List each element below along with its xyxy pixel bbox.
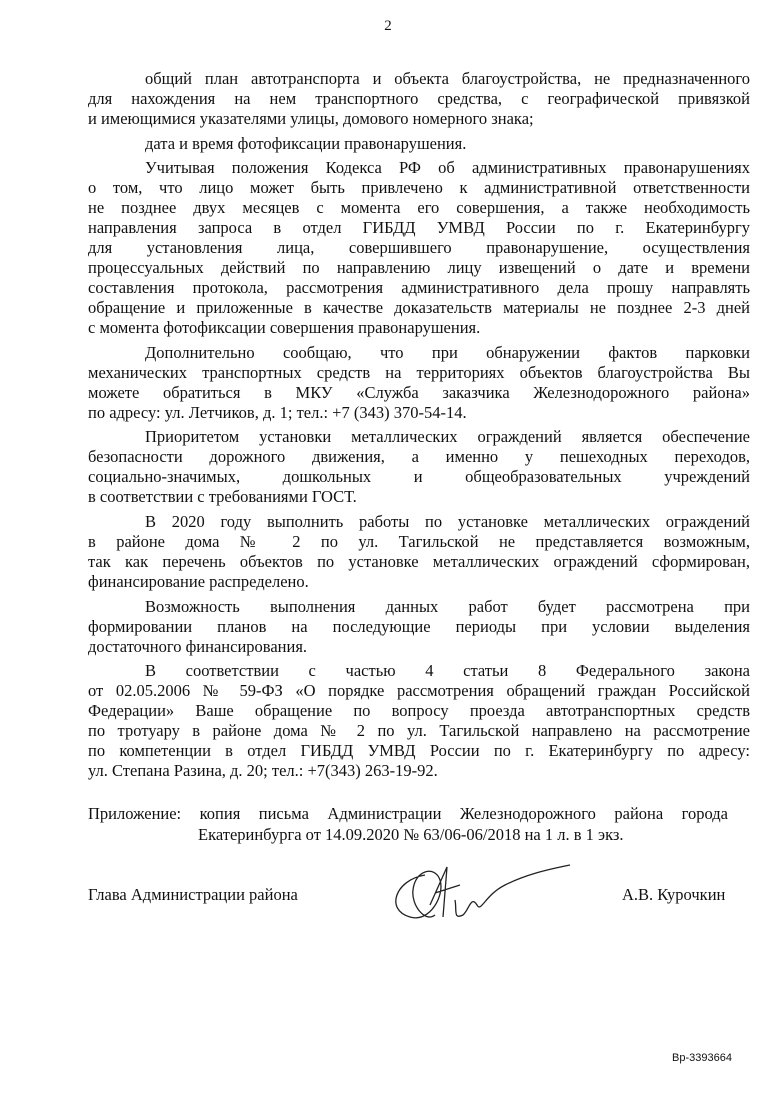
paragraph [88, 69, 750, 129]
attachment-note [88, 803, 748, 845]
text-line: по компетенции в отдел ГИБДД УМВД России по г. Екатеринбургу по адресу: [88, 741, 750, 761]
signatory-name: А.В. Курочкин [622, 885, 726, 904]
text-line: социально-значимых, дошкольных и общеобразовательных учреждений [88, 467, 750, 487]
paragraph [88, 512, 750, 592]
text-line: формировании планов на последующие периоды при условии выделения [88, 616, 750, 636]
attachment-line-2: Екатеринбурга от 14.09.2020 № 63/06-06/2018 на 1 л. в 1 экз. [198, 825, 624, 844]
paragraph [88, 427, 750, 507]
text-line: Учитывая положения Кодекса РФ об административных правонарушениях [145, 158, 750, 178]
text-line: не позднее двух месяцев с момента его совершения, а также необходимость [88, 198, 750, 218]
text-line: Федерации» Ваше обращение по вопросу проезда автотранспортных средств [88, 701, 750, 721]
paragraph [88, 158, 750, 338]
text-line: Дополнительно сообщаю, что при обнаружении фактов парковки [145, 342, 750, 362]
registration-number: Вр-3393664 [672, 1052, 732, 1064]
paragraph [88, 343, 750, 423]
paragraph [88, 597, 750, 657]
signatory-title: Глава Администрации района [88, 885, 298, 904]
text-line: для нахождения на нем транспортного средства, с географической привязкой [88, 89, 750, 108]
text-line: составления протокола, рассмотрения административного дела прошу направлять [88, 278, 750, 298]
text-line: и имеющимися указателями улицы, домового номерного знака; [88, 109, 534, 128]
text-line: в районе дома № 2 по ул. Тагильской не представляется возможным, [88, 531, 750, 551]
paragraph [88, 134, 750, 154]
text-line: для установления лица, совершившего правонарушение, осуществления [88, 238, 750, 258]
letter-body [88, 69, 750, 781]
page-number: 2 [384, 18, 392, 34]
text-line: от 02.05.2006 № 59-ФЗ «О порядке рассмотрения обращений граждан Российской [88, 681, 750, 701]
text-line: безопасности дорожного движения, а именно у пешеходных переходов, [88, 447, 750, 467]
text-line: в соответствии с требованиями ГОСТ. [88, 487, 357, 507]
text-line: Приоритетом установки металлических ограждений является обеспечение [145, 427, 750, 447]
text-line: обращение и приложенные в качестве доказательств материалы не позднее 2-3 дней [88, 298, 750, 318]
text-line: ул. Степана Разина, д. 20; тел.: +7(343) 263-19-92. [88, 761, 438, 781]
text-line: Возможность выполнения данных работ будет рассмотрена при [145, 596, 750, 616]
text-line: можете обратиться в МКУ «Служба заказчика Железнодорожного района» [88, 382, 750, 402]
text-line: по адресу: ул. Летчиков, д. 1; тел.: +7 (343) 370-54-14. [88, 402, 467, 422]
handwritten-signature [385, 855, 585, 930]
text-line: финансирование распределено. [88, 571, 309, 591]
text-line: В соответствии с частью 4 статьи 8 Федерального закона [145, 661, 750, 681]
attachment-line-1: Приложение: копия письма Администрации Железнодорожного района города [88, 804, 728, 823]
text-line: дата и время фотофиксации правонарушения. [145, 133, 467, 153]
text-line: достаточного финансирования. [88, 636, 308, 656]
text-line: процессуальных действий по направлению лицу извещений о дате и времени [88, 258, 750, 278]
text-line: направления запроса в отдел ГИБДД УМВД России по г. Екатеринбургу [88, 218, 750, 238]
text-line: о том, что лицо может быть привлечено к административной ответственности [88, 178, 750, 198]
text-line: механических транспортных средств на территориях объектов благоустройства Вы [88, 362, 750, 382]
text-line: по тротуару в районе дома № 2 по ул. Тагильской направлено на рассмотрение [88, 721, 750, 741]
text-line: так как перечень объектов по установке металлических ограждений сформирован, [88, 551, 750, 571]
text-line: В 2020 году выполнить работы по установке металлических ограждений [145, 511, 750, 531]
text-line: с момента фотофиксации совершения правонарушения. [88, 318, 481, 338]
text-line: общий план автотранспорта и объекта благоустройства, не предназначенного [145, 69, 750, 88]
paragraph [88, 661, 750, 781]
